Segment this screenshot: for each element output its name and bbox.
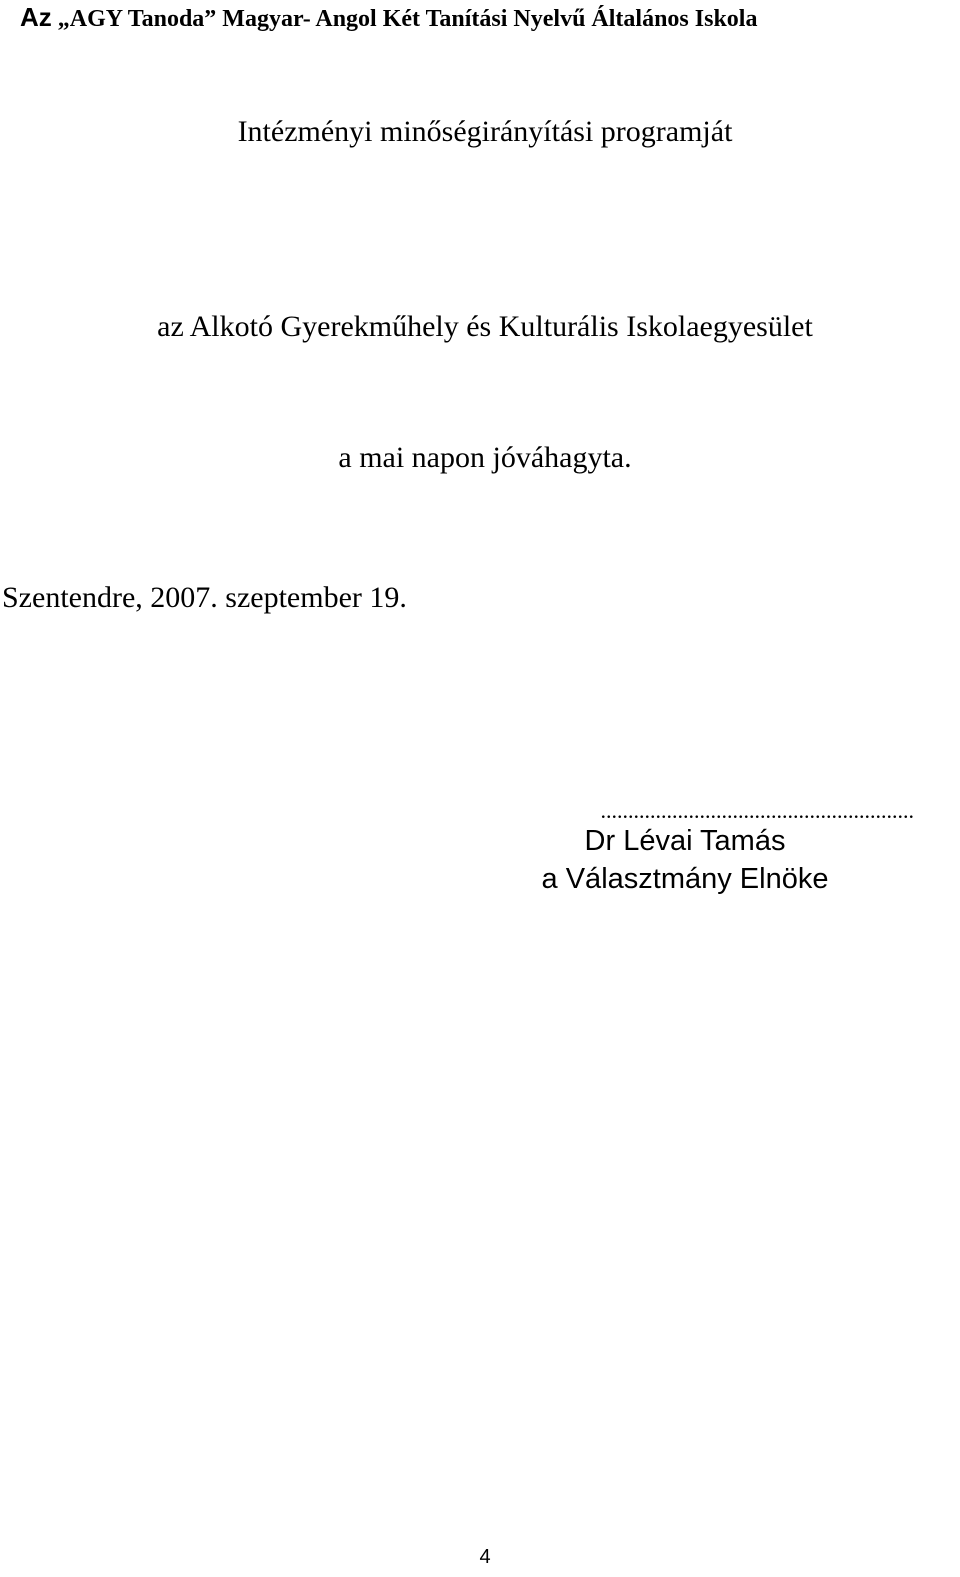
program-subtitle: Intézményi minőségirányítási programját (237, 115, 733, 148)
heading-school-name: „AGY Tanoda” Magyar- Angol Két Tanítási Nyelvű Általános Iskola (57, 6, 758, 32)
page-number: 4 (479, 1546, 491, 1568)
signatory-name: Dr Lévai Tamás (584, 825, 786, 857)
school-name-heading (20, 4, 757, 31)
place-and-date: Szentendre, 2007. szeptember 19. (2, 581, 407, 614)
signature-line: ......................................................... (600, 798, 914, 823)
approval-statement: a mai napon jóváhagyta. (338, 441, 632, 474)
heading-prefix: Az (20, 2, 52, 32)
organization-name: az Alkotó Gyerekműhely és Kulturális Iskolaegyesület (157, 310, 813, 343)
signature-block (500, 798, 914, 898)
signatory-role: a Választmány Elnöke (541, 863, 829, 895)
